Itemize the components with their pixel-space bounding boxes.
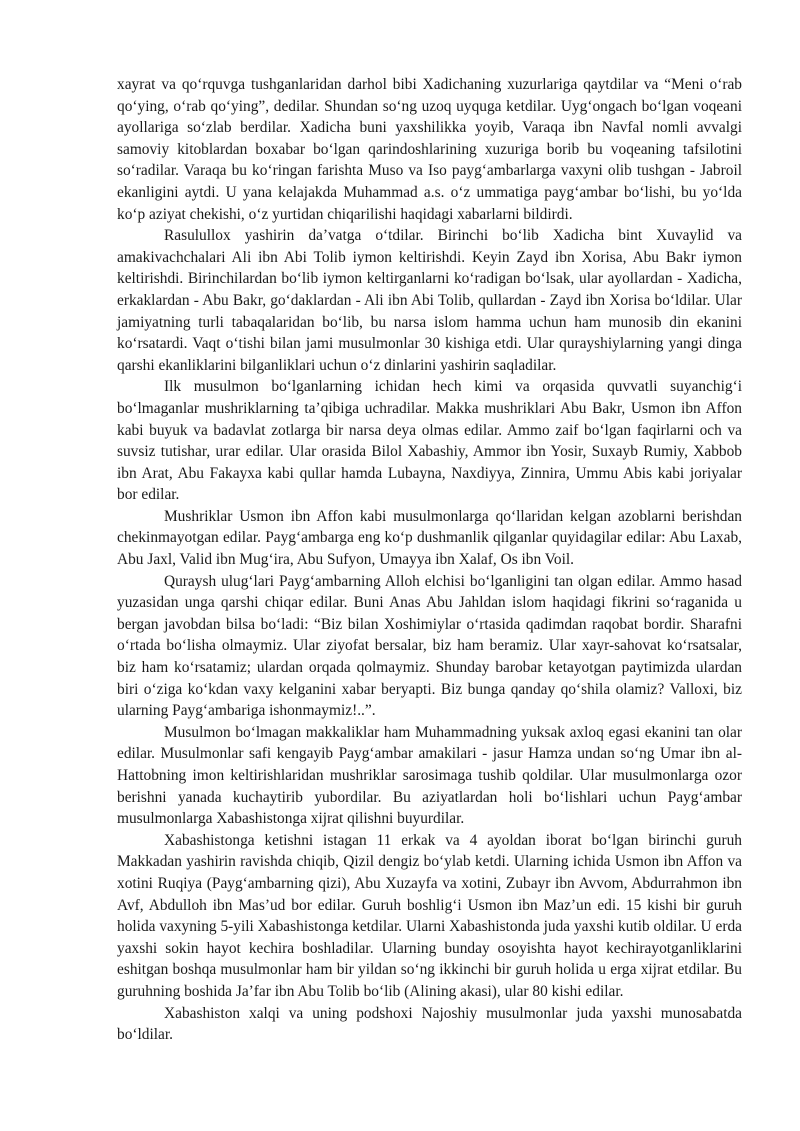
paragraph-2: Rasulullox yashirin da’vatga o‘tdilar. Birinchi bo‘lib Xadicha bint Xuvaylid va amakivachchalari Ali ibn Abi Tolib iymon keltirishdi. Keyin Zayd ibn Xorisa, Abu Bakr iymon keltirishdi. Birinchilardan bo‘lib iymon keltirganlarni ko‘radigan bo‘lsak, ular ayollardan - Xadicha, erkaklardan - Abu Bakr, go‘daklardan - Ali ibn Abi Tolib, qullardan - Zayd ibn Xorisa bo‘ldilar. Ular jamiyatning turli tabaqalaridan bo‘lib, bu narsa islom hamma uchun ham munosib din ekanini ko‘rsatardi. Vaqt o‘tishi bilan jami musulmonlar 30 kishiga etdi. Ular qurayshiylarning yangi dinga qarshi ekanliklarini bilganliklari uchun o‘z dinlarini yashirin saqladilar. (117, 227, 742, 374)
paragraph-7: Xabashistonga ketishni istagan 11 erkak va 4 ayoldan iborat bo‘lgan birinchi guruh Makkadan yashirin ravishda chiqib, Qizil dengiz bo‘ylab ketdi. Ularning ichida Usmon ibn Affon va xotini Ruqiya (Payg‘ambarning qizi), Abu Xuzayfa va xotini, Zubayr ibn Avvom, Abdurrahmon ibn Avf, Abdulloh ibn Mas’ud bor edilar. Guruh boshlig‘i Usmon ibn Maz’un edi. 15 kishi bir guruh holida vaxyning 5-yili Xabashistonga ketdilar. Ularni Xabashistonda juda yaxshi kutib oldilar. U erda yaxshi sokin hayot kechira boshladilar. Ularning bunday osoyishta hayot kechirayotganliklarini eshitgan boshqa musulmonlar ham bir yildan so‘ng ikkinchi bir guruh holida u erga xijrat etdilar. Bu guruhning boshida Ja’far ibn Abu Tolib bo‘lib (Alining akasi), ular 80 kishi edilar. (117, 831, 742, 1000)
paragraph-8: Xabashiston xalqi va uning podshoxi Najoshiy musulmonlar juda yaxshi munosabatda bo‘ldilar. (117, 1004, 742, 1044)
paragraph-5: Quraysh ulug‘lari Payg‘ambarning Alloh elchisi bo‘lganligini tan olgan edilar. Ammo hasad yuzasidan unga qarshi chiqar edilar. Buni Anas Abu Jahldan islom haqidagi fikrini so‘raganida u bergan javobdan bilsa bo‘ladi: “Biz bilan Xoshimiylar o‘rtasida qadimdan raqobat bordir. Sharafni o‘rtada bo‘lisha olmaymiz. Ular ziyofat bersalar, biz ham beramiz. Ular xayr-sahovat ko‘rsatsalar, biz ham ko‘rsatamiz; ulardan orqada qolmaymiz. Shunday barobar ketayotgan paytimizda ulardan biri o‘ziga ko‘kdan vaxy kelganini xabar beryapti. Biz bunga qanday qo‘shila olamiz? Valloxi, biz ularning Payg‘ambariga ishonmaymiz!..”. (117, 572, 742, 720)
paragraph-3: Ilk musulmon bo‘lganlarning ichidan hech kimi va orqasida quvvatli suyanchig‘i bo‘lmaganlar mushriklarning ta’qibiga uchradilar. Makka mushriklari Abu Bakr, Usmon ibn Affon kabi buyuk va badavlat zotlarga bir narsa deya olmas edilar. Ammo zaif bo‘lgan faqirlarni och va suvsiz tutishar, urar edilar. Ular orasida Bilol Xabashiy, Ammor ibn Yosir, Suxayb Rumiy, Xabbob ibn Arat, Abu Fakayxa kabi qullar hamda Lubayna, Naxdiyya, Zinnira, Ummu Abis kabi joriyalar bor edilar. (117, 378, 742, 504)
paragraph-4: Mushriklar Usmon ibn Affon kabi musulmonlarga qo‘llaridan kelgan azoblarni berishdan chekinmayotgan edilar. Payg‘ambarga eng ko‘p dushmanlik qilganlar quyidagilar edilar: Abu Laxab, Abu Jaxl, Valid ibn Mug‘ira, Abu Sufyon, Umayya ibn Xalaf, Os ibn Voil. (117, 507, 742, 569)
paragraph-6: Musulmon bo‘lmagan makkaliklar ham Muhammadning yuksak axloq egasi ekanini tan olar edilar. Musulmonlar safi kengayib Payg‘ambar amakilari - jasur Hamza undan so‘ng Umar ibn al-Hattobning imon keltirishlaridan mushriklar sarosimaga tushib qoldilar. Ular musulmonlarga ozor berishni yanada kuchaytirib yubordilar. Bu aziyatlardan holi bo‘lishlari uchun Payg‘ambar musulmonlarga Xabashistonga xijrat qilishni buyurdilar. (117, 723, 742, 828)
document-page (117, 74, 742, 1046)
paragraph-1: xayrat va qo‘rquvga tushganlaridan darhol bibi Xadichaning xuzurlariga qaytdilar va “Meni o‘rab qo‘ying, o‘rab qo‘ying”, dedilar. Shundan so‘ng uzoq uyquga ketdilar. Uyg‘ongach bo‘lgan voqeani ayollariga so‘zlab berdilar. Xadicha buni yaxshilikka yoyib, Varaqa ibn Navfal nomli avvalgi samoviy kitoblardan boxabar bo‘lgan qarindoshlarining xuzuriga borib bu voqeaning tafsilotini so‘radilar. Varaqa bu ko‘ringan farishta Muso va Iso payg‘ambarlarga vaxyni olib tushgan - Jabroil ekanligini aytdi. U yana kelajakda Muhammad a.s. o‘z ummatiga payg‘ambar bo‘lishi, bu yo‘lda ko‘p aziyat chekishi, o‘z yurtidan chiqarilishi haqidagi xabarlarni bildirdi. (117, 76, 742, 223)
